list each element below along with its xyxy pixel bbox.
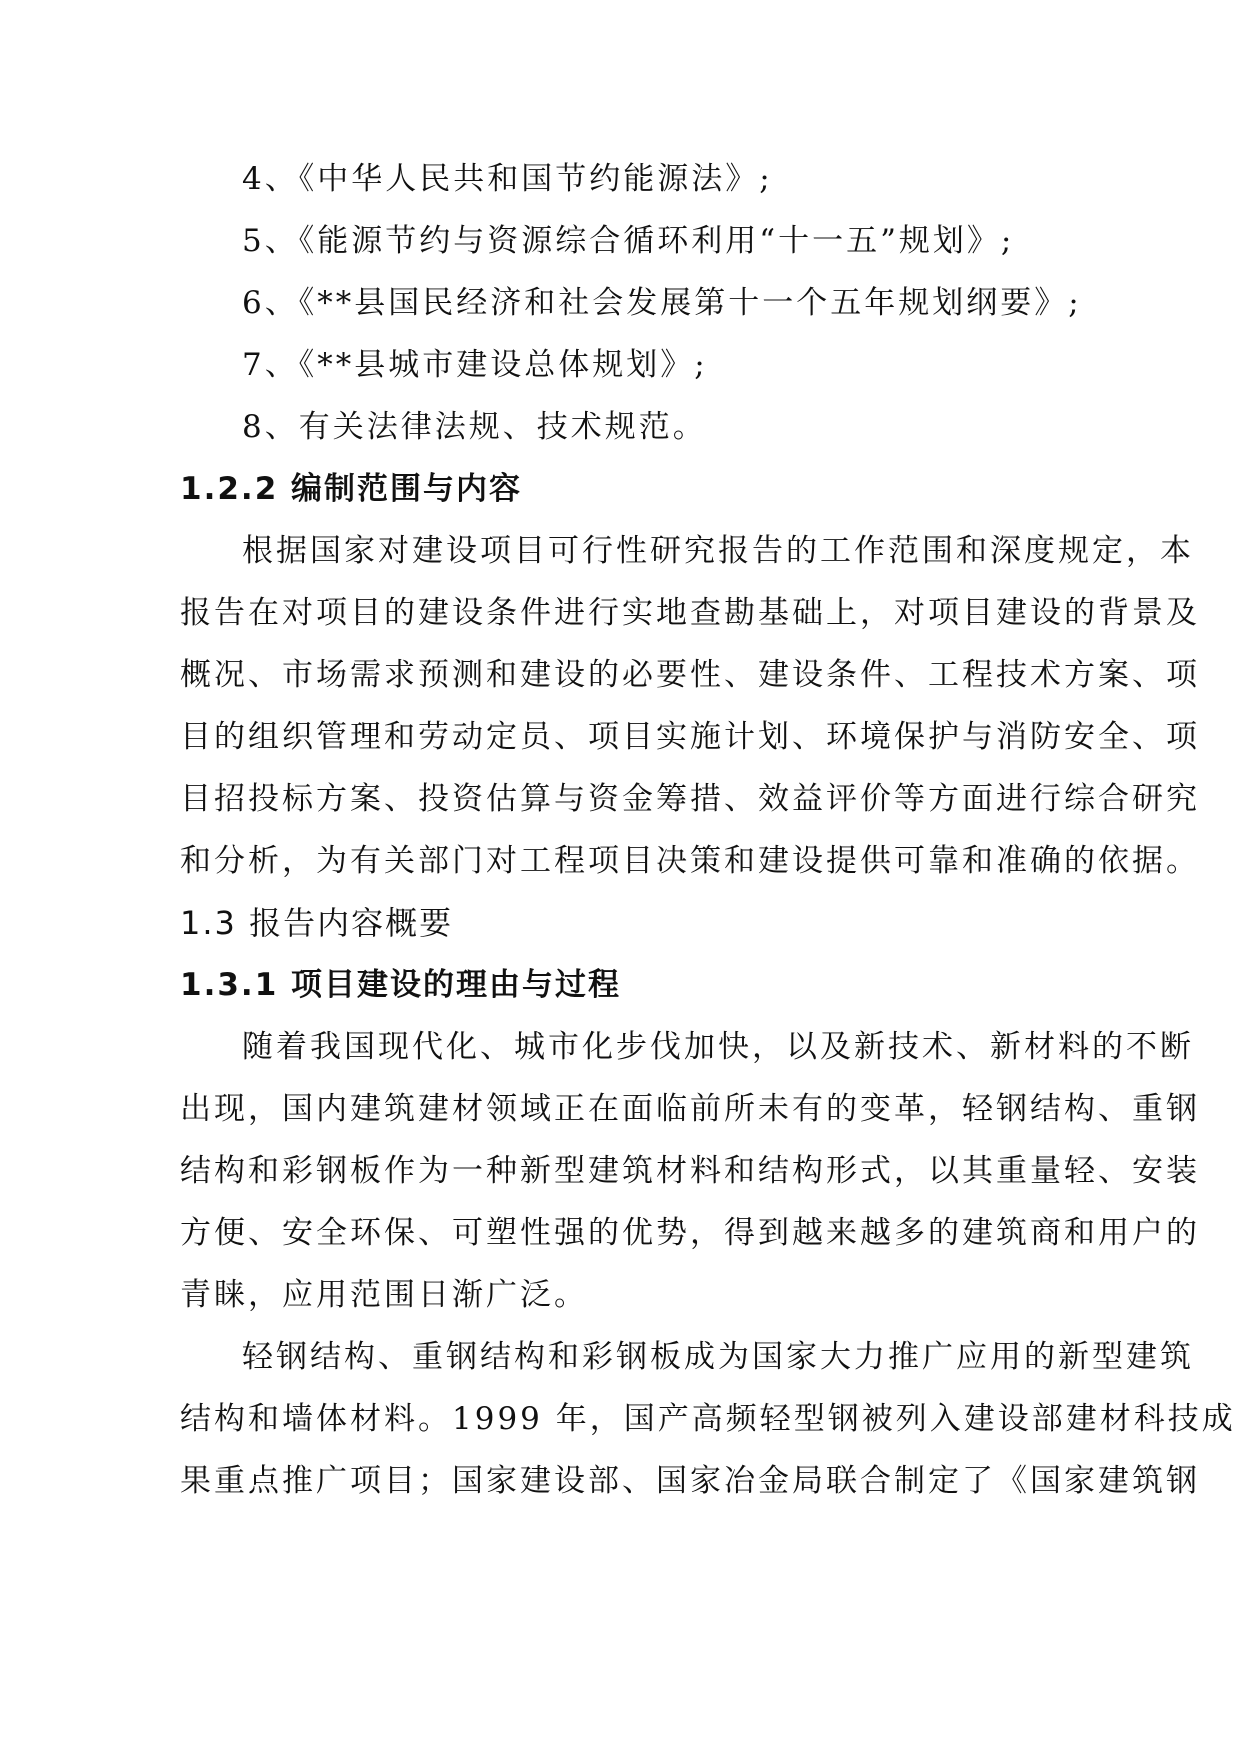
reference-item-4: 4、《中华人民共和国节约能源法》;	[242, 161, 773, 197]
reference-item-6: 6、《**县国民经济和社会发展第十一个五年规划纲要》;	[242, 285, 1082, 321]
paragraph-line: 结构和墙体材料。1999 年，国产高频轻型钢被列入建设部建材科技成	[180, 1401, 1236, 1437]
paragraph-line: 报告在对项目的建设条件进行实地查勘基础上，对项目建设的背景及	[180, 595, 1200, 631]
paragraph-line: 概况、市场需求预测和建设的必要性、建设条件、工程技术方案、项	[180, 657, 1200, 693]
paragraph-line: 轻钢结构、重钢结构和彩钢板成为国家大力推广应用的新型建筑	[242, 1339, 1194, 1375]
reference-item-5: 5、《能源节约与资源综合循环利用“十一五”规划》;	[242, 223, 1015, 259]
page-content	[180, 148, 1236, 1512]
reference-item-8: 8、有关法律法规、技术规范。	[242, 409, 707, 445]
paragraph-line: 结构和彩钢板作为一种新型建筑材料和结构形式，以其重量轻、安装	[180, 1153, 1200, 1189]
section-heading-1-3: 1.3 报告内容概要	[180, 904, 454, 942]
paragraph-line: 根据国家对建设项目可行性研究报告的工作范围和深度规定，本	[242, 533, 1194, 569]
paragraph-line: 青睐，应用范围日渐广泛。	[180, 1277, 588, 1313]
section-heading-1-2-2: 1.2.2 编制范围与内容	[180, 471, 523, 507]
paragraph-line: 目的组织管理和劳动定员、项目实施计划、环境保护与消防安全、项	[180, 719, 1200, 755]
paragraph-line: 和分析，为有关部门对工程项目决策和建设提供可靠和准确的依据。	[180, 843, 1200, 879]
paragraph-line: 随着我国现代化、城市化步伐加快，以及新技术、新材料的不断	[242, 1029, 1194, 1065]
reference-item-7: 7、《**县城市建设总体规划》;	[242, 347, 708, 383]
paragraph-line: 果重点推广项目；国家建设部、国家冶金局联合制定了《国家建筑钢	[180, 1463, 1200, 1499]
paragraph-line: 目招投标方案、投资估算与资金筹措、效益评价等方面进行综合研究	[180, 781, 1200, 817]
paragraph-line: 出现，国内建筑建材领域正在面临前所未有的变革，轻钢结构、重钢	[180, 1091, 1200, 1127]
section-heading-1-3-1: 1.3.1 项目建设的理由与过程	[180, 967, 622, 1003]
paragraph-line: 方便、安全环保、可塑性强的优势，得到越来越多的建筑商和用户的	[180, 1215, 1200, 1251]
